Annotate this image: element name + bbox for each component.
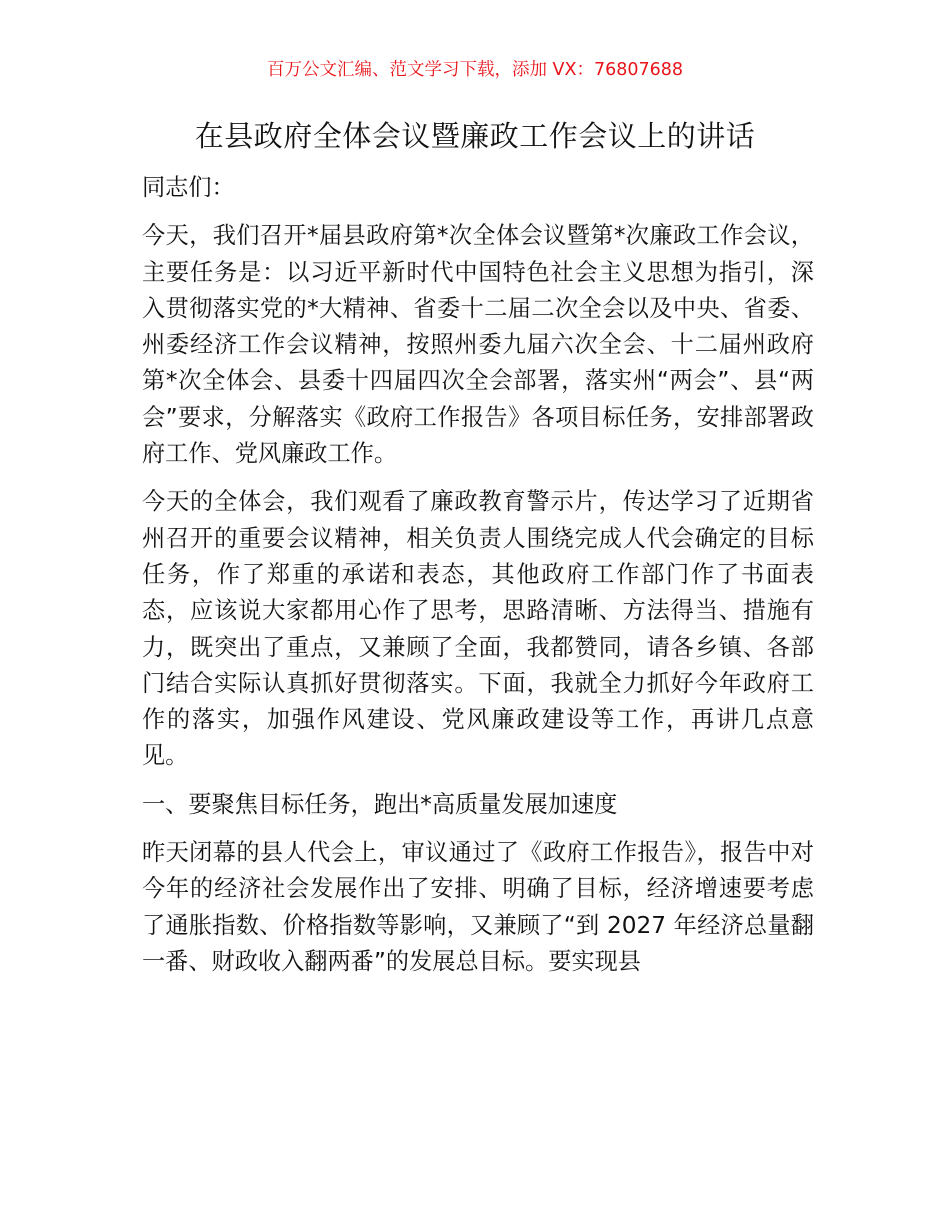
watermark-banner: 百万公文汇编、范文学习下载，添加 VX：76807688 [266, 60, 684, 80]
section-heading: 一、要聚焦目标任务，跑出*高质量发展加速度 [142, 790, 618, 818]
paragraph-2: 今天的全体会，我们观看了廉政教育警示片，传达学习了近期省州召开的重要会议精神，相关负责人围绕完成人代会确定的目标任务，作了郑重的承诺和表态，其他政府工作部门作了书面表态，应该说大家都用心作了思考，思路清晰、方法得当、措施有力，既突出了重点，又兼顾了全面，我都赞同，请各乡镇、各部门结合实际认真抓好贯彻落实。下面，我就全力抓好今年政府工作的落实，加强作风建设、党风廉政建设等工作，再讲几点意见。 [142, 488, 814, 770]
section-paragraph: 昨天闭幕的县人代会上，审议通过了《政府工作报告》，报告中对今年的经济社会发展作出了安排、明确了目标，经济增速要考虑了通胀指数、价格指数等影响，又兼顾了“到 2027 年经济总量翻一番、财政收入翻两番”的发展总目标。要实现县 [142, 839, 814, 975]
salutation: 同志们： [142, 174, 235, 201]
paragraph-1: 今天，我们召开*届县政府第*次全体会议暨第*次廉政工作会议，主要任务是：以习近平新时代中国特色社会主义思想为指引，深入贯彻落实党的*大精神、省委十二届二次全会以及中央、省委、州委经济工作会议精神，按照州委九届六次全会、十二届州政府第*次全体会、县委十四届四次全会部署，落实州“两会”、县“两会”要求，分解落实《政府工作报告》各项目标任务，安排部署政府工作、党风廉政工作。 [142, 222, 814, 468]
document-body [142, 170, 814, 992]
document-title: 在县政府全体会议暨廉政工作会议上的讲话 [194, 119, 756, 153]
